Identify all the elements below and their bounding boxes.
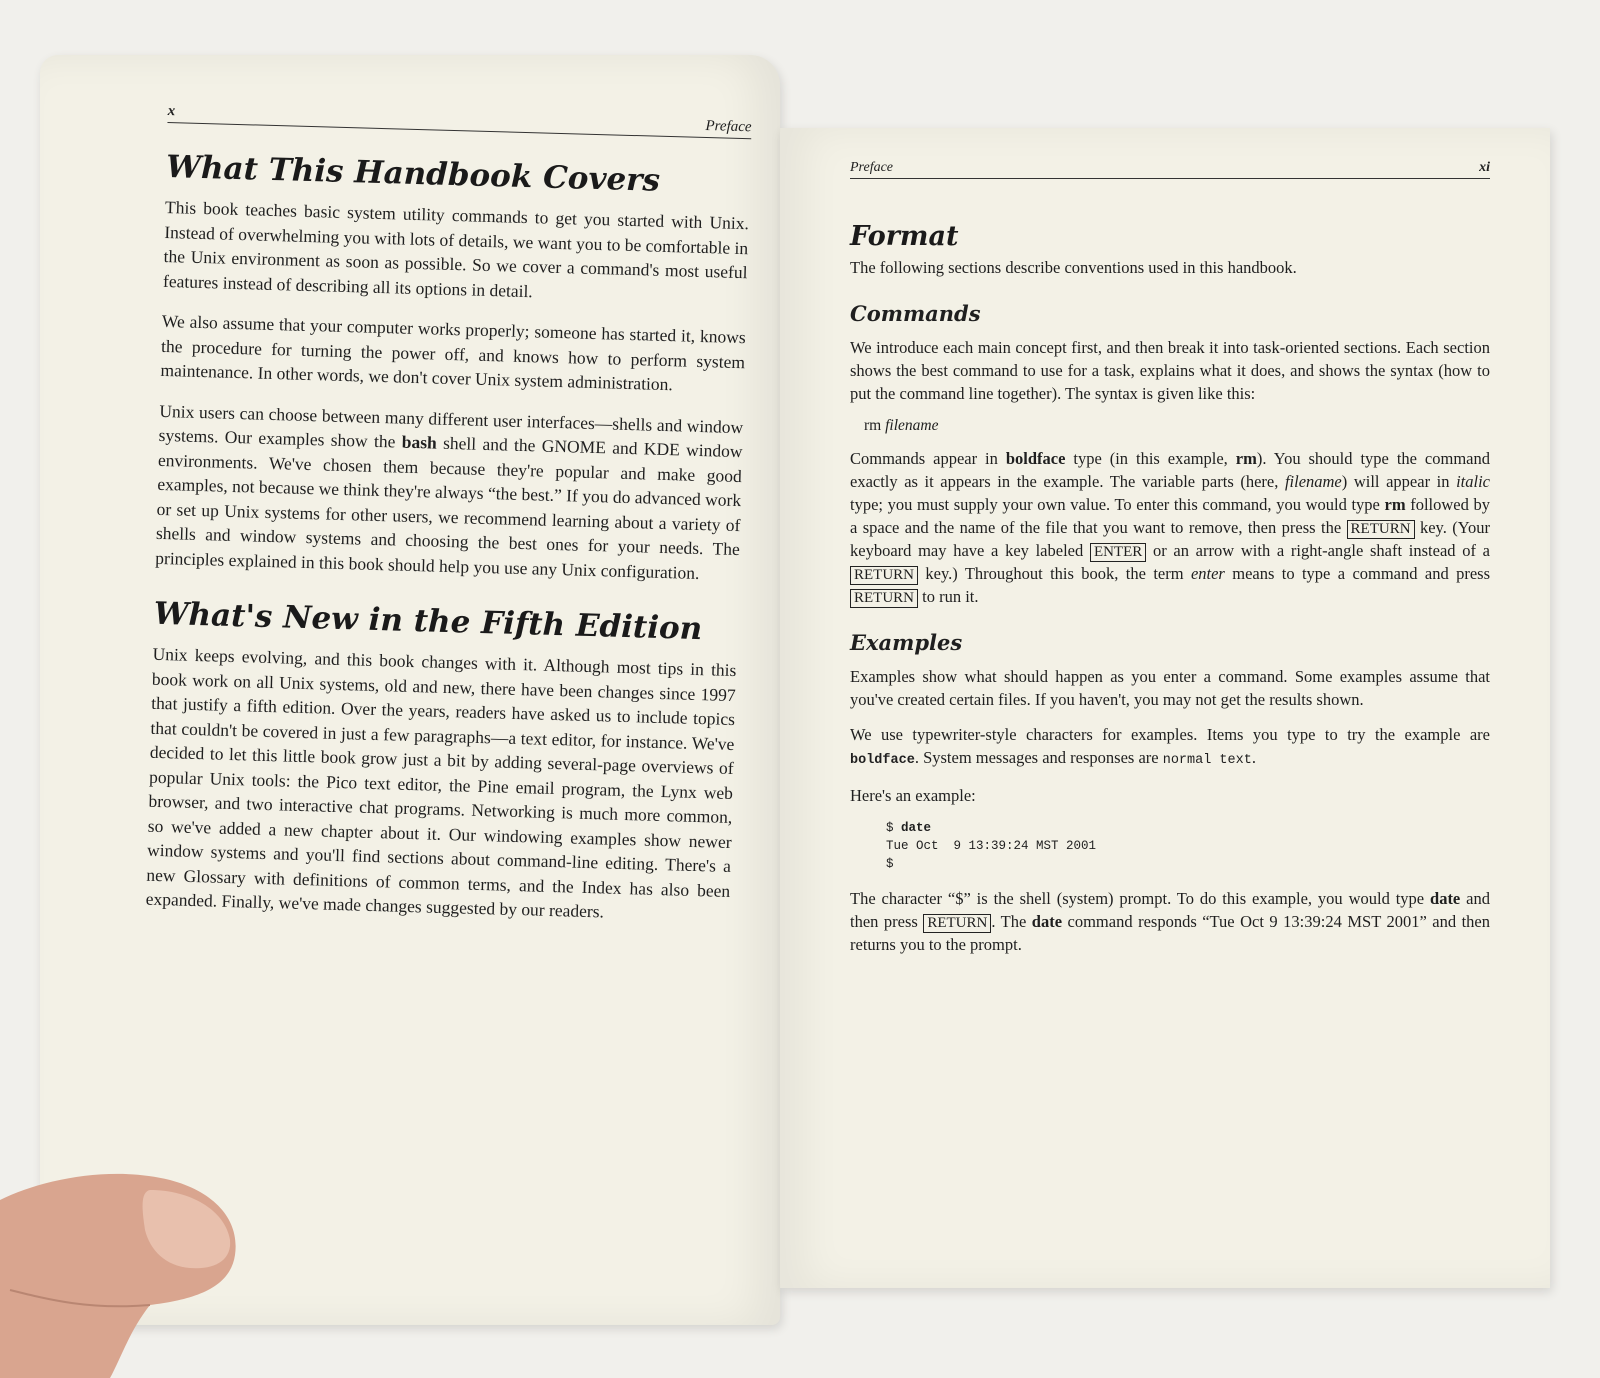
right-page-content	[850, 160, 1490, 968]
paragraph	[850, 723, 1490, 772]
code-example	[886, 819, 1490, 873]
text: key. (Your keyboard may have a key labeled	[850, 518, 1490, 560]
syntax-argument: filename	[885, 417, 939, 434]
text: key.) Throughout this book, the term	[918, 564, 1191, 583]
bold-term: boldface	[1005, 449, 1066, 468]
right-folio: xi	[1479, 160, 1490, 175]
command-name: date	[1430, 889, 1461, 908]
text: type; you must supply your own value. To enter this command, you would type	[850, 495, 1385, 514]
mono-term: normal text	[1162, 753, 1252, 768]
text: shell and the GNOME and KDE window environments. We've chosen them because they're popular and make good examples, not because we think they're always “the best.” If you do advanced work or set up Unix systems for other users, we recommend learning about a variety of shells and window systems and choosing the best ones for your needs. The principles explained in this book should help you use any Unix configuration.	[155, 432, 743, 583]
text: followed by a space and the name of the file that you want to remove, then press the	[850, 495, 1490, 537]
key-label: ENTER	[1090, 543, 1146, 562]
text: ). You should type the command exactly as it appears in the example. The variable parts (here,	[850, 449, 1490, 491]
code-command: date	[901, 821, 932, 835]
text: means to type a command and press	[1224, 564, 1490, 583]
text: Unix users can choose between many different user interfaces—shells and window systems. Our examples show the	[158, 400, 744, 452]
paragraph: Here's an example:	[850, 786, 976, 805]
paragraph: We introduce each main concept first, and then break it into task-oriented sections. Each section shows the best command to use for a task, explains what it does, and shows the syntax (how to put the command line together). The syntax is given like this:	[850, 338, 1490, 403]
left-running-title: Preface	[705, 118, 752, 136]
text: . The	[991, 912, 1032, 931]
hand-holding-book	[0, 1170, 250, 1378]
code-prompt: $	[886, 821, 902, 835]
text: command responds “Tue Oct 9 13:39:24 MST 2001” and then returns you to the prompt.	[850, 912, 1490, 954]
key-label: RETURN	[1347, 520, 1415, 539]
syntax-example	[864, 417, 1490, 435]
paragraph: This book teaches basic system utility commands to get you started with Unix. Instead of overwhelming you with lots of details, we want you to be comfortable in the Unix environment as soon as possible. So we cover a command's most useful features instead of describing all its options in detail.	[162, 196, 750, 301]
text: . System messages and responses are	[914, 748, 1163, 767]
italic-term: filename	[1284, 472, 1342, 491]
syntax-command: rm	[864, 417, 882, 434]
left-running-head	[167, 103, 751, 139]
italic-term: enter	[1190, 564, 1225, 583]
italic-term: italic	[1456, 472, 1490, 491]
paragraph: Unix keeps evolving, and this book changes with it. Although most tips in this book work on all Unix systems, old and new, there have been changes since 1997 that justify a fifth edition. Over the years, readers have asked us to include topics that couldn't be covered in just a few paragraphs—a text editor, for instance. We've decided to let this little book grow just a bit by adding several-page overviews of popular Unix tools: the Pico text editor, the Pine email program, the Lynx web browser, and two interactive chat programs. Networking is much more common, so we've added a new chapter about it. Our windowing examples show newer window systems and you'll find sections about command-line editing. There's a new Glossary with definitions of common terms, and the Index has also been expanded. Finally, we've made changes suggested by our readers.	[145, 643, 737, 922]
key-label: RETURN	[850, 589, 918, 608]
paragraph: The following sections describe conventions used in this handbook.	[850, 258, 1297, 277]
mono-bold-term: boldface	[850, 753, 915, 768]
heading-examples: Examples	[850, 630, 963, 655]
text: and then press	[850, 889, 1490, 931]
left-page	[40, 55, 780, 1325]
paragraph: We also assume that your computer works properly; someone has started it, knows the procedure for turning the power off, and knows how to perform system maintenance. In other words, we don't cover Unix system administration.	[160, 310, 746, 395]
text: .	[1251, 748, 1256, 767]
code-prompt: $	[886, 857, 894, 871]
heading-whats-new: What's New in the Fifth Edition	[153, 595, 703, 648]
paragraph	[850, 887, 1490, 956]
code-output: Tue Oct 9 13:39:24 MST 2001	[886, 839, 1097, 853]
left-folio: x	[167, 103, 176, 120]
text: type (in this example,	[1065, 449, 1236, 468]
paragraph: Examples show what should happen as you enter a command. Some examples assume that you've created certain files. If you haven't, you may not get the results shown.	[850, 667, 1490, 709]
left-page-content	[145, 103, 752, 943]
text: The character “$” is the shell (system) prompt. To do this example, you would type	[850, 889, 1431, 908]
text: ) will appear in	[1341, 472, 1457, 491]
command-name: rm	[1384, 495, 1406, 514]
paragraph	[850, 447, 1490, 608]
text: or an arrow with a right-angle shaft instead of a	[1146, 541, 1490, 560]
text: to run it.	[918, 587, 979, 606]
command-name: rm	[1235, 449, 1257, 468]
right-page	[780, 128, 1550, 1288]
text: We use typewriter-style characters for examples. Items you type to try the example are	[850, 725, 1490, 744]
key-label: RETURN	[850, 566, 918, 585]
command-name: date	[1031, 912, 1063, 931]
right-running-title: Preface	[850, 160, 894, 175]
paragraph	[155, 398, 744, 586]
key-label: RETURN	[923, 914, 991, 933]
right-running-head	[850, 160, 1490, 179]
heading-commands: Commands	[850, 301, 981, 326]
heading-handbook-covers: What This Handbook Covers	[165, 148, 661, 199]
heading-format: Format	[850, 221, 959, 252]
command-name: bash	[401, 431, 438, 453]
text: Commands appear in	[850, 449, 1006, 468]
